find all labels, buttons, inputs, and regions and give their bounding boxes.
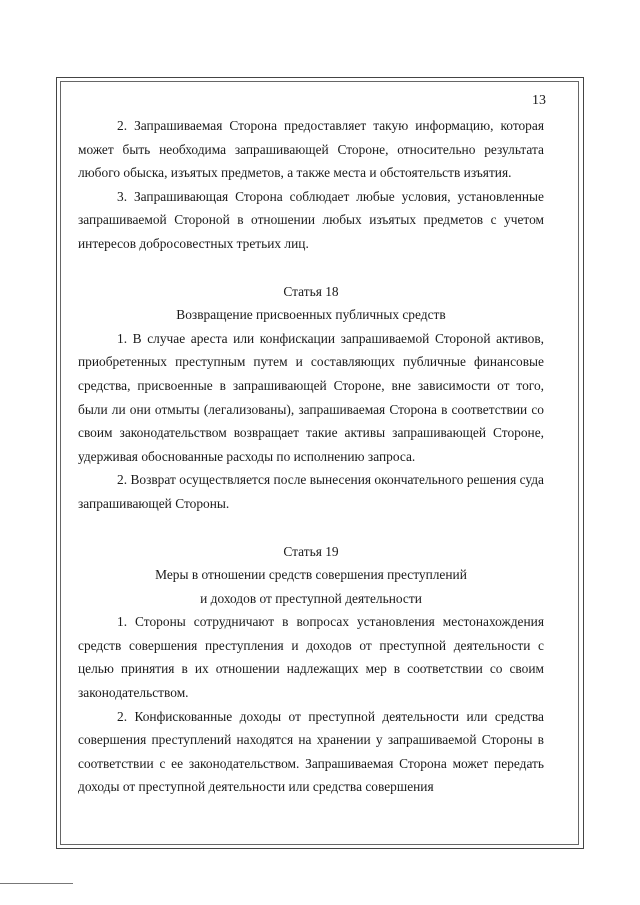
paragraph-17-2: 2. Запрашиваемая Сторона предоставляет такую информацию, которая может быть необходима запрашивающей Стороне, относительно результата любого обыска, изъятых предметов, а также места и обстоятельств изъятия. (78, 118, 544, 181)
article-18-title: Возвращение присвоенных публичных средств (176, 307, 446, 323)
paragraph-18-2: 2. Возврат осуществляется после вынесения окончательного решения суда запрашивающей Стороны. (78, 472, 544, 511)
document-body (78, 93, 544, 799)
page-number: 13 (532, 93, 546, 108)
page-edge-line (0, 883, 73, 884)
article-19-number: Статья 19 (283, 543, 339, 559)
paragraph-19-2: 2. Конфискованные доходы от преступной деятельности или средства совершения преступлений находятся на хранении у запрашиваемой Стороны в соответствии с ее законодательством. Запрашиваемая Сторона может передать доходы от преступной деятельности или средства совершения (78, 708, 544, 795)
paragraph-17-3: 3. Запрашивающая Сторона соблюдает любые условия, установленные запрашиваемой Стороной в отношении любых изъятых предметов с учетом интересов добросовестных третьих лиц. (78, 188, 544, 251)
article-19-title-line1: Меры в отношении средств совершения преступлений (155, 567, 467, 583)
paragraph-18-1: 1. В случае ареста или конфискации запрашиваемой Стороной активов, приобретенных преступным путем и составляющих публичные финансовые средства, присвоенные в запрашивающей Стороне, вне зависимости от того, были ли они отмыты (легализованы), запрашиваемая Сторона в соответствии со своим законодательством возвращает такие активы запрашивающей Стороне, удерживая обоснованные расходы по исполнению запроса. (78, 330, 544, 464)
paragraph-19-1: 1. Стороны сотрудничают в вопросах установления местонахождения средств совершения преступления и доходов от преступной деятельности с целью принятия в их отношении надлежащих мер в соответствии со своим законодательством. (78, 614, 544, 701)
article-19-title-line2: и доходов от преступной деятельности (200, 590, 422, 606)
article-18-number: Статья 18 (283, 283, 339, 299)
